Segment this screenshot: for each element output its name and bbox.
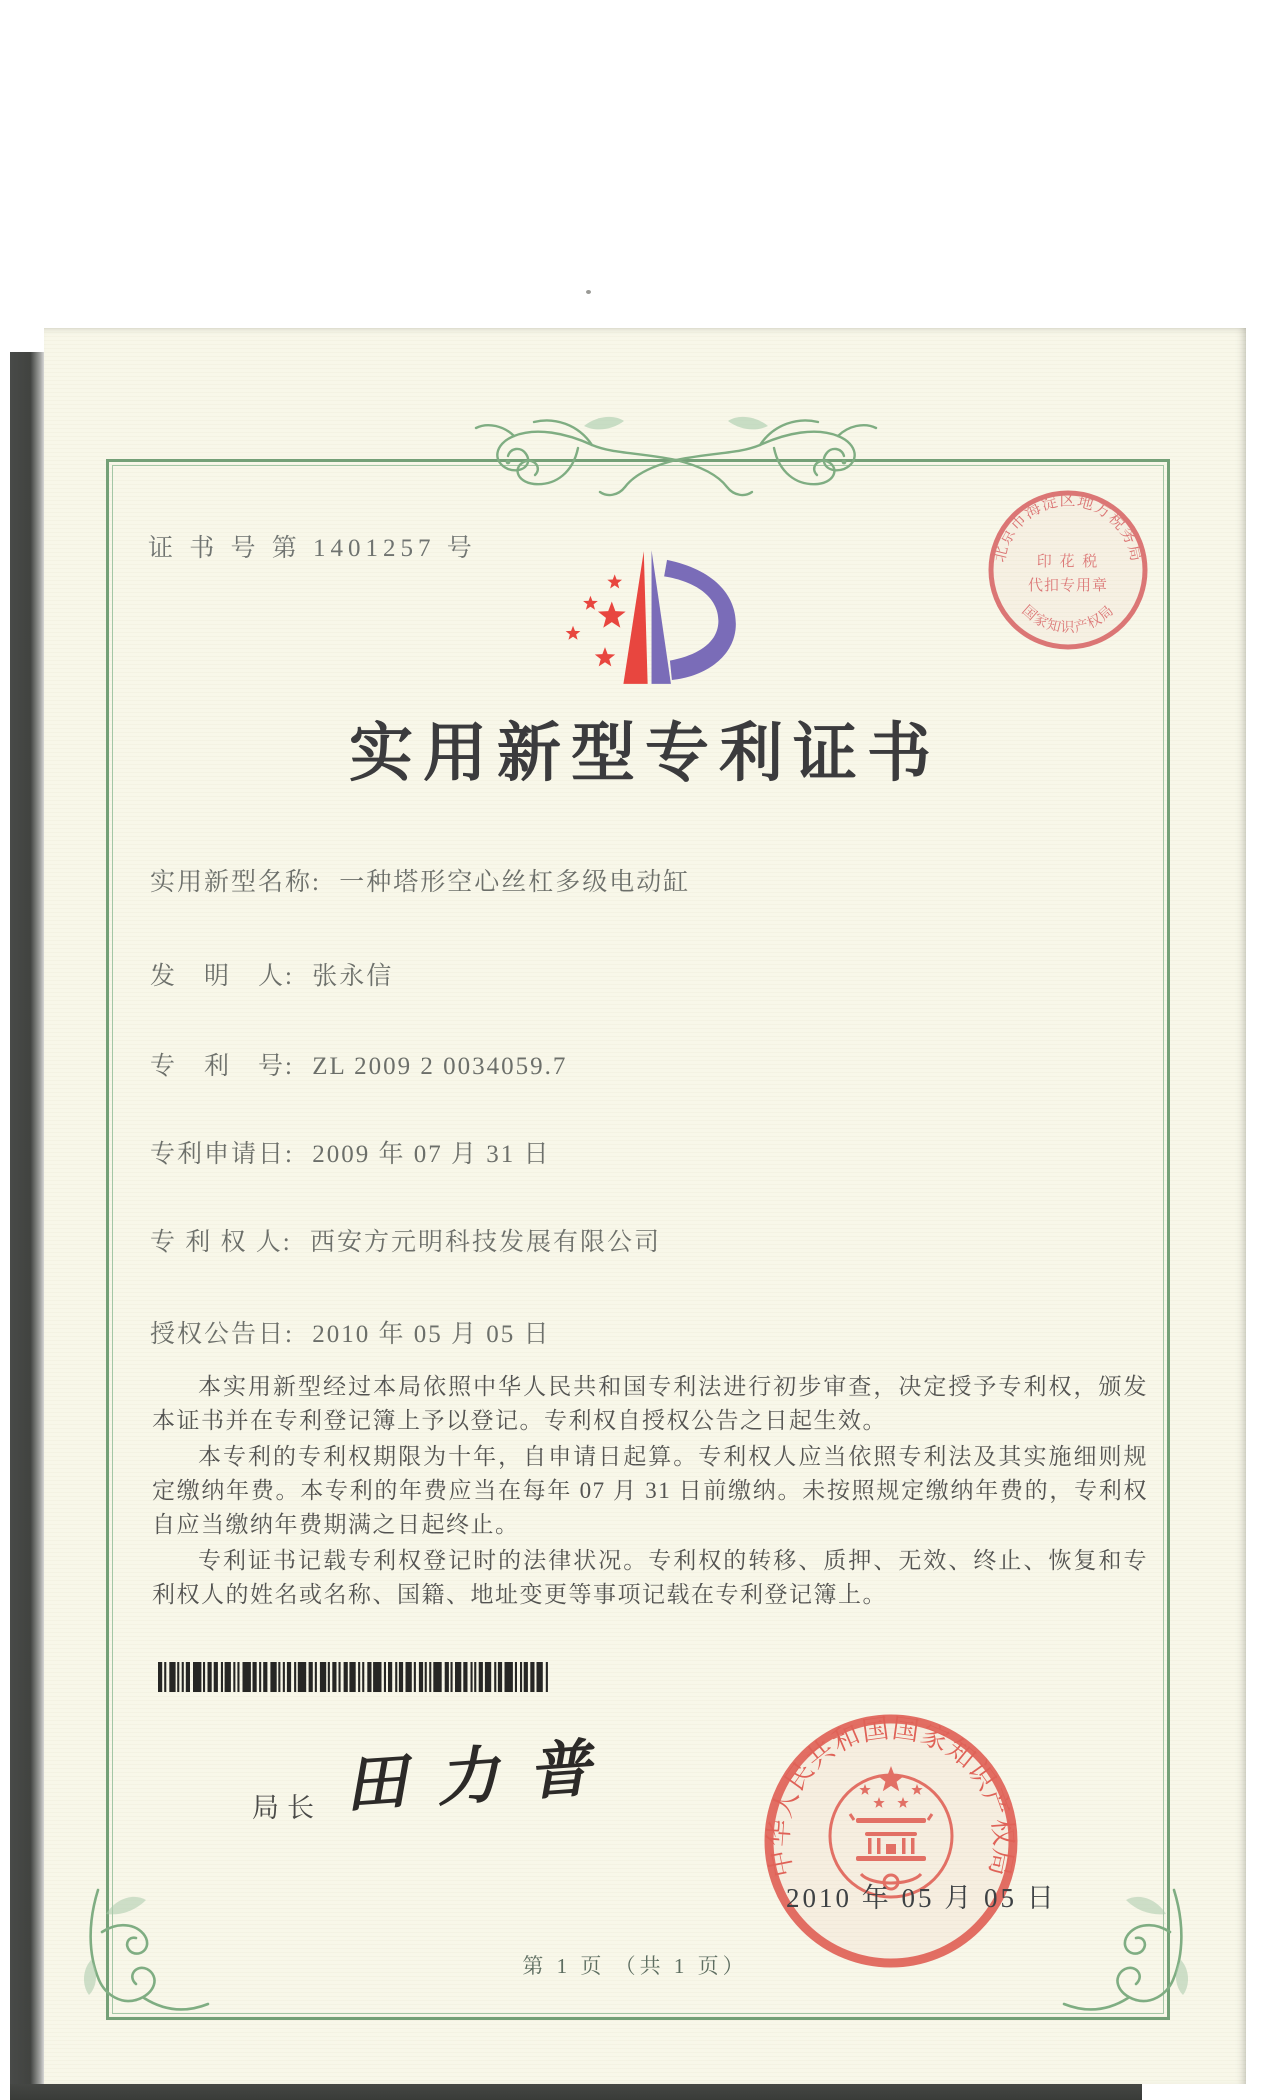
logo-stars-icon (566, 574, 626, 666)
logo-p-bowl-icon (664, 560, 736, 680)
tax-stamp-bottom-arc-text: 国家知识产权局 (1018, 603, 1118, 637)
tax-stamp-top-arc-text: 北京市海淀区地方税务局 (991, 492, 1145, 564)
field-inventor (150, 956, 393, 992)
field-label: 授权公告日: (150, 1321, 294, 1348)
logo-red-spike-icon (623, 551, 647, 684)
field-patent-number (150, 1046, 567, 1082)
body-paragraph: 本专利的专利权期限为十年，自申请日起算。专利权人应当依照专利法及其实施细则规定缴纳年费。本专利的年费应当在每年 07 月 31 日前缴纳。未按照规定缴纳年费的，专利权自应当缴纳年费期满之日起终止。 (152, 1444, 1148, 1537)
field-value: 2009 年 07 月 31 日 (312, 1141, 551, 1168)
certificate-page (44, 328, 1246, 2084)
scan-backing-strip-left (10, 352, 47, 2100)
field-label: 专 利 权 人: (150, 1229, 292, 1256)
tax-stamp-center-line2: 代扣专用章 (1027, 578, 1109, 594)
field-value: 2010 年 05 月 05 日 (312, 1321, 551, 1348)
barcode (158, 1662, 548, 1692)
field-label: 专利申请日: (150, 1141, 294, 1168)
tax-stamp-center-line1: 印 花 税 (1036, 554, 1100, 570)
commissioner-title-label: 局长 (252, 1793, 322, 1823)
field-grant-publication-date (150, 1314, 550, 1350)
field-value: 一种塔形空心丝杠多级电动缸 (339, 869, 691, 896)
field-utility-model-name (150, 862, 690, 898)
seal-date: 2010 年 05 月 05 日 (786, 1883, 1057, 1913)
field-value: 张永信 (312, 963, 394, 990)
field-application-date (150, 1134, 550, 1170)
page-title: 实用新型专利证书 (349, 718, 941, 789)
patent-office-logo (542, 536, 794, 700)
field-patentee (150, 1222, 661, 1258)
field-label: 发 明 人: (150, 963, 294, 990)
field-value: 西安方元明科技发展有限公司 (309, 1229, 661, 1256)
body-paragraph: 专利证书记载专利权登记时的法律状况。专利权的转移、质押、无效、终止、恢复和专利权人的姓名或名称、国籍、地址变更等事项记载在专利登记簿上。 (152, 1548, 1148, 1607)
scan-dust-dot (586, 290, 591, 294)
seal-arc-text: 中华人民共和国国家知识产权局 (763, 1713, 1019, 1880)
legal-body-text (152, 1370, 1148, 1614)
field-label: 专 利 号: (150, 1053, 294, 1080)
state-ip-office-seal (756, 1706, 1026, 1976)
body-paragraph: 本实用新型经过本局依照中华人民共和国专利法进行初步审查，决定授予专利权，颁发本证书并在专利登记簿上予以登记。专利权自授权公告之日起生效。 (152, 1374, 1148, 1433)
field-value: ZL 2009 2 0034059.7 (312, 1053, 568, 1080)
commissioner-signature: 田力普 (342, 1733, 623, 1821)
field-label: 实用新型名称: (150, 869, 321, 896)
certificate-number: 证 书 号 第 1401257 号 (148, 535, 477, 562)
tax-withholding-stamp (982, 484, 1154, 656)
scan-backing-strip-bottom (10, 2084, 1142, 2100)
page-number-footer: 第 1 页 （共 1 页） (522, 1954, 748, 1978)
